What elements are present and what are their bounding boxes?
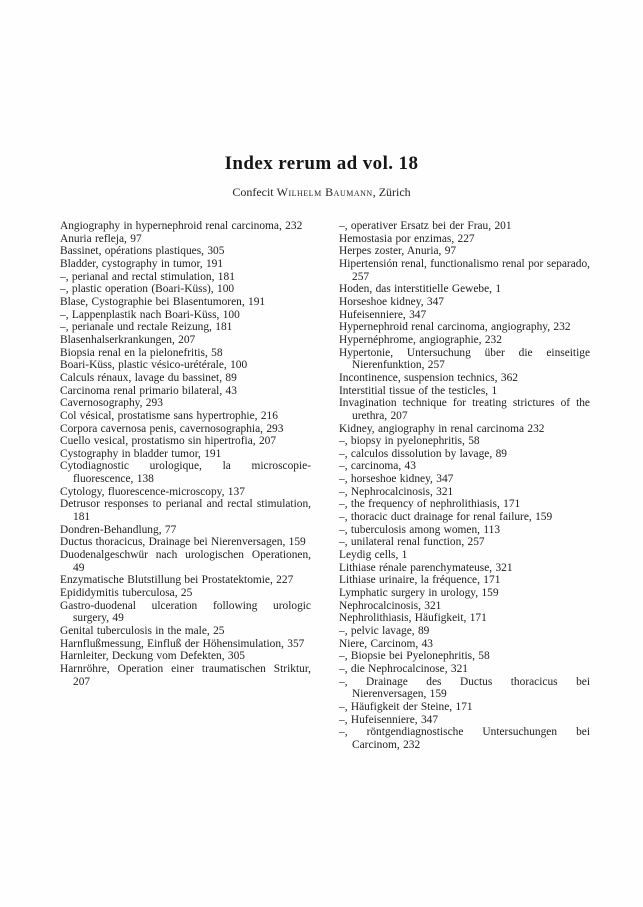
index-entry: Detrusor responses to perianal and rectal stimulation, 181 <box>60 498 311 524</box>
index-entry: –, Nephrocalcinosis, 321 <box>339 485 454 498</box>
index-entry: –, tuberculosis among women, 113 <box>339 523 501 536</box>
index-entry: Harnflußmessung, Einfluß der Höhensimulation, 357 <box>60 637 305 650</box>
index-entry: Harnleiter, Deckung vom Defekten, 305 <box>60 650 245 663</box>
subtitle-author-name: Wilhelm Baumann <box>276 185 373 199</box>
index-entry: Biopsia renal en la pielonefritis, 58 <box>60 346 223 359</box>
index-entry: Nephrocalcinosis, 321 <box>339 599 442 612</box>
index-entry: Horseshoe kidney, 347 <box>339 295 444 308</box>
index-entry: –, pelvic lavage, 89 <box>339 625 430 637</box>
index-entry: Angiography in hypernephroid renal carcinoma, 232 <box>60 220 303 232</box>
index-entry: –, röntgendiagnostische Untersuchungen bei Carcinom, 232 <box>339 726 590 751</box>
index-entry: Kidney, angiography in renal carcinoma 232 <box>339 422 545 435</box>
index-entry: –, Biopsie bei Pyelonephritis, 58 <box>339 650 490 663</box>
index-entry: Hypernephroid renal carcinoma, angiography, 232 <box>339 321 571 334</box>
index-entry: –, Häufigkeit der Steine, 171 <box>339 700 473 713</box>
index-entry: Niere, Carcinom, 43 <box>339 637 433 650</box>
index-entry: Cystography in bladder tumor, 191 <box>60 447 222 460</box>
subtitle-suffix: , Zürich <box>372 185 411 199</box>
page-subtitle <box>0 185 643 200</box>
index-entry: –, perianale und rectale Reizung, 181 <box>60 321 233 334</box>
index-entry: –, Lappenplastik nach Boari-Küss, 100 <box>60 308 240 321</box>
index-entry: Hoden, das interstitielle Gewebe, 1 <box>339 283 502 296</box>
index-entry: Blase, Cystographie bei Blasentumoren, 191 <box>60 295 266 308</box>
index-entry: Hypertonie, Untersuchung über die einseitige Nierenfunktion, 257 <box>339 346 590 372</box>
index-entry: Lymphatic surgery in urology, 159 <box>339 587 499 600</box>
index-entry: Blasenhalserkrankungen, 207 <box>60 333 196 346</box>
index-entry: Ductus thoracicus, Drainage bei Nierenversagen, 159 <box>60 536 306 549</box>
index-entry: –, Drainage des Ductus thoracicus bei Nierenversagen, 159 <box>339 675 590 701</box>
index-columns <box>60 220 590 752</box>
index-entry: Leydig cells, 1 <box>339 549 408 562</box>
index-entry: Cytology, fluorescence-microscopy, 137 <box>60 485 245 498</box>
index-entry: Anuria refleja, 97 <box>60 232 142 245</box>
index-entry: –, thoracic duct drainage for renal failure, 159 <box>339 511 553 524</box>
index-entry: Cavernosography, 293 <box>60 397 163 410</box>
index-entry: –, perianal and rectal stimulation, 181 <box>60 270 235 283</box>
index-entry: Duodenalgeschwür nach urologischen Operationen, 49 <box>60 549 311 574</box>
index-entry: Lithiase urinaire, la fréquence, 171 <box>339 574 501 587</box>
index-entry: Bassinet, opérations plastiques, 305 <box>60 245 225 258</box>
page-title: Index rerum ad vol. 18 <box>224 153 419 174</box>
index-entry: Harnröhre, Operation einer traumatischen Striktur, 207 <box>60 662 311 688</box>
index-entry: Hufeisenniere, 347 <box>339 308 427 321</box>
index-entry: Incontinence, suspension technics, 362 <box>339 371 518 384</box>
index-entry: Hypernéphrome, angiographie, 232 <box>339 333 502 346</box>
index-entry: –, horseshoe kidney, 347 <box>339 473 454 486</box>
index-entry: –, unilateral renal function, 257 <box>339 536 485 549</box>
subtitle-prefix: Confecit <box>232 185 277 199</box>
index-entry: –, operativer Ersatz bei der Frau, 201 <box>339 220 512 232</box>
index-entry: –, calculos dissolution by lavage, 89 <box>339 447 507 460</box>
index-entry: Epididymitis tuberculosa, 25 <box>60 587 193 600</box>
index-entry: Cytodiagnostic urologique, la microscopie-fluorescence, 138 <box>60 460 311 486</box>
index-entry: Interstitial tissue of the testicles, 1 <box>339 384 498 397</box>
index-entry: Boari-Küss, plastic vésico-urétérale, 100 <box>60 359 248 372</box>
index-entry: –, biopsy in pyelonephritis, 58 <box>339 435 480 448</box>
index-entry: Col vésical, prostatisme sans hypertrophie, 216 <box>60 409 278 422</box>
index-entry: Lithiase rénale parenchymateuse, 321 <box>339 561 513 574</box>
index-entry: –, plastic operation (Boari-Küss), 100 <box>60 283 235 296</box>
index-entry: –, carcinoma, 43 <box>339 460 416 473</box>
index-entry: –, the frequency of nephrolithiasis, 171 <box>339 498 521 511</box>
index-column-left <box>60 220 311 752</box>
index-entry: Nephrolithiasis, Häufigkeit, 171 <box>339 612 487 625</box>
index-entry: Invagination technique for treating strictures of the urethra, 207 <box>339 397 590 422</box>
index-entry: Gastro-duodenal ulceration following urologic surgery, 49 <box>60 599 311 625</box>
index-column-right <box>339 220 590 752</box>
index-entry: –, Hufeisenniere, 347 <box>339 713 439 726</box>
index-entry: Hemostasia por enzimas, 227 <box>339 232 475 245</box>
index-entry: Calculs rénaux, lavage du bassinet, 89 <box>60 371 237 384</box>
index-entry: Dondren-Behandlung, 77 <box>60 523 177 536</box>
index-entry: Bladder, cystography in tumor, 191 <box>60 257 224 270</box>
index-entry: Cuello vesical, prostatismo sin hipertrofia, 207 <box>60 435 277 448</box>
index-entry: Carcinoma renal primario bilateral, 43 <box>60 384 237 397</box>
index-entry: Corpora cavernosa penis, cavernosographia, 293 <box>60 422 284 435</box>
index-entry: Genital tuberculosis in the male, 25 <box>60 625 225 637</box>
index-entry: Herpes zoster, Anuria, 97 <box>339 245 457 258</box>
index-entry: Enzymatische Blutstillung bei Prostatektomie, 227 <box>60 574 294 587</box>
index-entry: Hipertensión renal, functionalismo renal por separado, 257 <box>339 257 590 283</box>
index-entry: –, die Nephrocalcinose, 321 <box>339 662 468 675</box>
